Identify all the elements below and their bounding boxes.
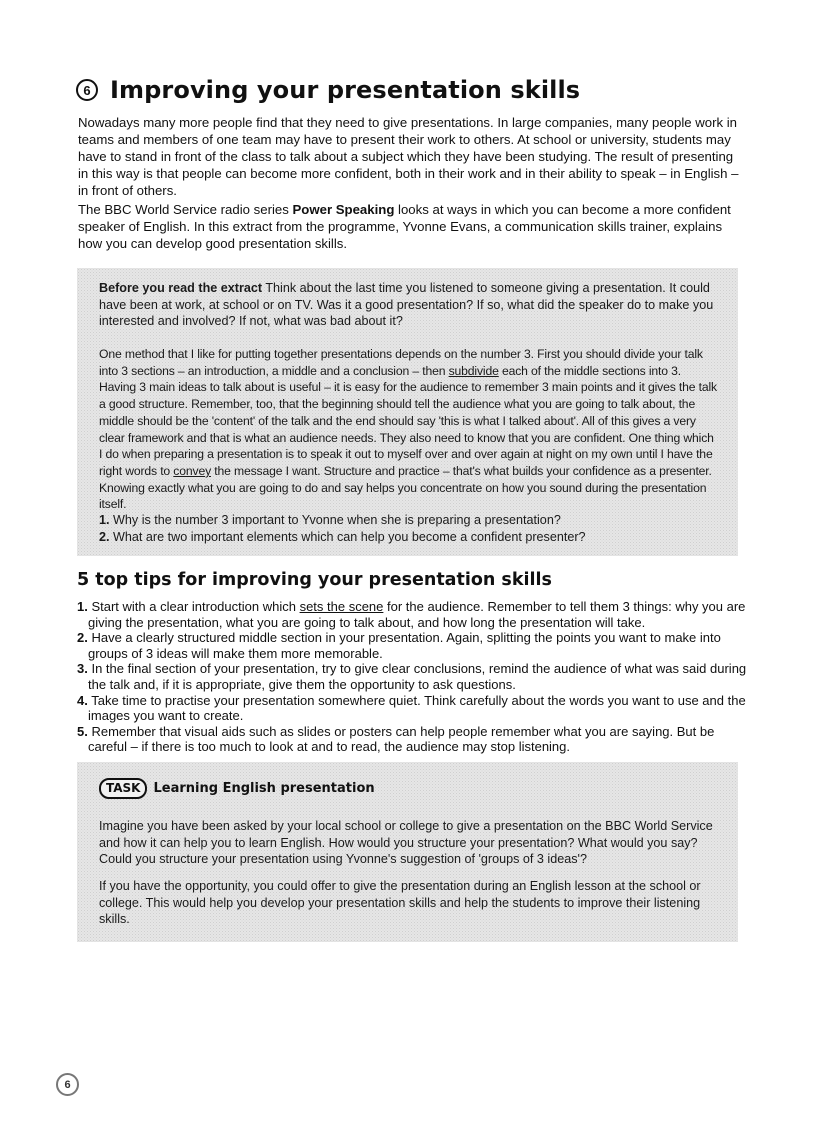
series-name: Power Speaking: [292, 202, 395, 217]
tip-item: [77, 599, 747, 630]
vocab-subdivide: subdivide: [448, 363, 499, 378]
task-paragraph-2: If you have the opportunity, you could offer to give the presentation during an English lesson at the school or college. This would help you develop your presentation skills and help the students to improve their listening skills.: [99, 879, 701, 927]
tip-item: [77, 661, 747, 692]
tip-text: Remember that visual aids such as slides or posters can help people remember what you are saying. But be careful – if there is too much to look at and to read, the audience may stop listening.: [87, 723, 715, 755]
vocab-sets-the-scene: sets the scene: [299, 599, 384, 614]
task-box: [77, 762, 738, 942]
tip-text: Start with a clear introduction which: [87, 599, 300, 614]
question-text: Why is the number 3 important to Yvonne when she is preparing a presentation?: [109, 513, 561, 527]
question-1: [99, 512, 719, 529]
task-title: Learning English presentation: [153, 781, 375, 796]
extract-box: [77, 268, 738, 556]
task-paragraph-1: Imagine you have been asked by your local school or college to give a presentation on the BBC World Service and how it can help you to learn English. How would you structure your presentation? What would you say? Could you structure your presentation using Yvonne's suggestion of 'groups of 3 ideas'?: [99, 819, 713, 867]
tip-number: 2.: [77, 630, 88, 646]
tip-text: for the audience. Remember to tell them 3 things: why you are giving the presentation, what you are going to talk about, and how long the presentation will take.: [88, 599, 746, 630]
unit-number-badge: 6: [76, 79, 98, 101]
intro-paragraph-1: Nowadays many more people find that they need to give presentations. In large companies, many people work in teams and members of one team may have to present their work to others. At school or university, students may have to stand in front of the class to talk about a subject which they have been studying. The result of presenting in this way is that people can become more confident, both in their work and in their ability to speak – in English – in front of others.: [78, 115, 739, 198]
tip-number: 3.: [77, 661, 88, 677]
before-you-read: [99, 280, 719, 330]
page-title-text: Improving your presentation skills: [110, 76, 581, 104]
tip-number: 4.: [77, 692, 88, 708]
intro-paragraph-2: [78, 201, 746, 252]
vocab-convey: convey: [173, 463, 212, 478]
page-title: [76, 76, 580, 104]
task-header: [99, 778, 375, 799]
question-2: [99, 529, 719, 546]
tip-text: Take time to practise your presentation somewhere quiet. Think carefully about the words you want to use and the images you want to create.: [87, 692, 746, 724]
tip-number: 1.: [77, 599, 88, 614]
before-label: Before you read the extract: [99, 281, 263, 295]
extract-text-part: each of the middle sections into 3. Having 3 main ideas to talk about is useful – it is easy for the audience to remember 3 main points and it gives the talk a good structure. Remember, too, that the beginning should tell the audience what you are going to talk about, the middle should be the 'content' of the talk and the end should say 'this is what I talked about'. All of this gives a very clear framework and that is what an audience needs. They also need to know that you are confident. One thing which I do when preparing a presentation is to speak it out to myself over and over again at night on my own until I have the right words to: [99, 363, 717, 478]
tip-item: [77, 630, 747, 661]
question-text: What are two important elements which can help you become a confident presenter?: [109, 530, 586, 544]
tip-text: In the final section of your presentation, try to give clear conclusions, remind the audience of what was said during the talk and, if it is appropriate, give them the opportunity to ask questions.: [87, 661, 747, 692]
before-text: Think about the last time you listened to someone giving a presentation. It could have been at work, at school or on TV. Was it a good presentation? If so, what did the speaker do to make you interested and involved? If not, what was bad about it?: [99, 281, 714, 329]
tip-item: [77, 693, 747, 724]
tip-number: 5.: [77, 723, 88, 739]
tips-list: [77, 599, 747, 755]
tip-text: Have a clearly structured middle section in your presentation. Again, splitting the points you want to make into groups of 3 ideas will make them more memorable.: [87, 630, 721, 661]
question-number: 1.: [99, 513, 110, 527]
intro-text: looks at ways in which you can become a more confident speaker of English. In this extract from the programme, Yvonne Evans, a communication skills trainer, explains how you can develop good presentation skills.: [78, 202, 731, 251]
intro-text: The BBC World Service radio series: [78, 202, 293, 217]
extract-text: [99, 346, 719, 513]
extract-text-part: One method that I like for putting together presentations depends on the number 3. First you should divide your talk into 3 sections – an introduction, a middle and a conclusion – then: [99, 347, 703, 378]
task-badge: TASK: [99, 778, 147, 799]
question-number: 2.: [99, 530, 110, 544]
tips-heading: 5 top tips for improving your presentation skills: [77, 570, 552, 590]
tip-item: [77, 724, 747, 755]
extract-text-part: the message I want. Structure and practice – that's what builds your confidence as a presenter. Knowing exactly what you are going to do and say helps you concentrate on how you sound during the presentation itself.: [99, 463, 712, 512]
page-number: 6: [56, 1073, 79, 1096]
